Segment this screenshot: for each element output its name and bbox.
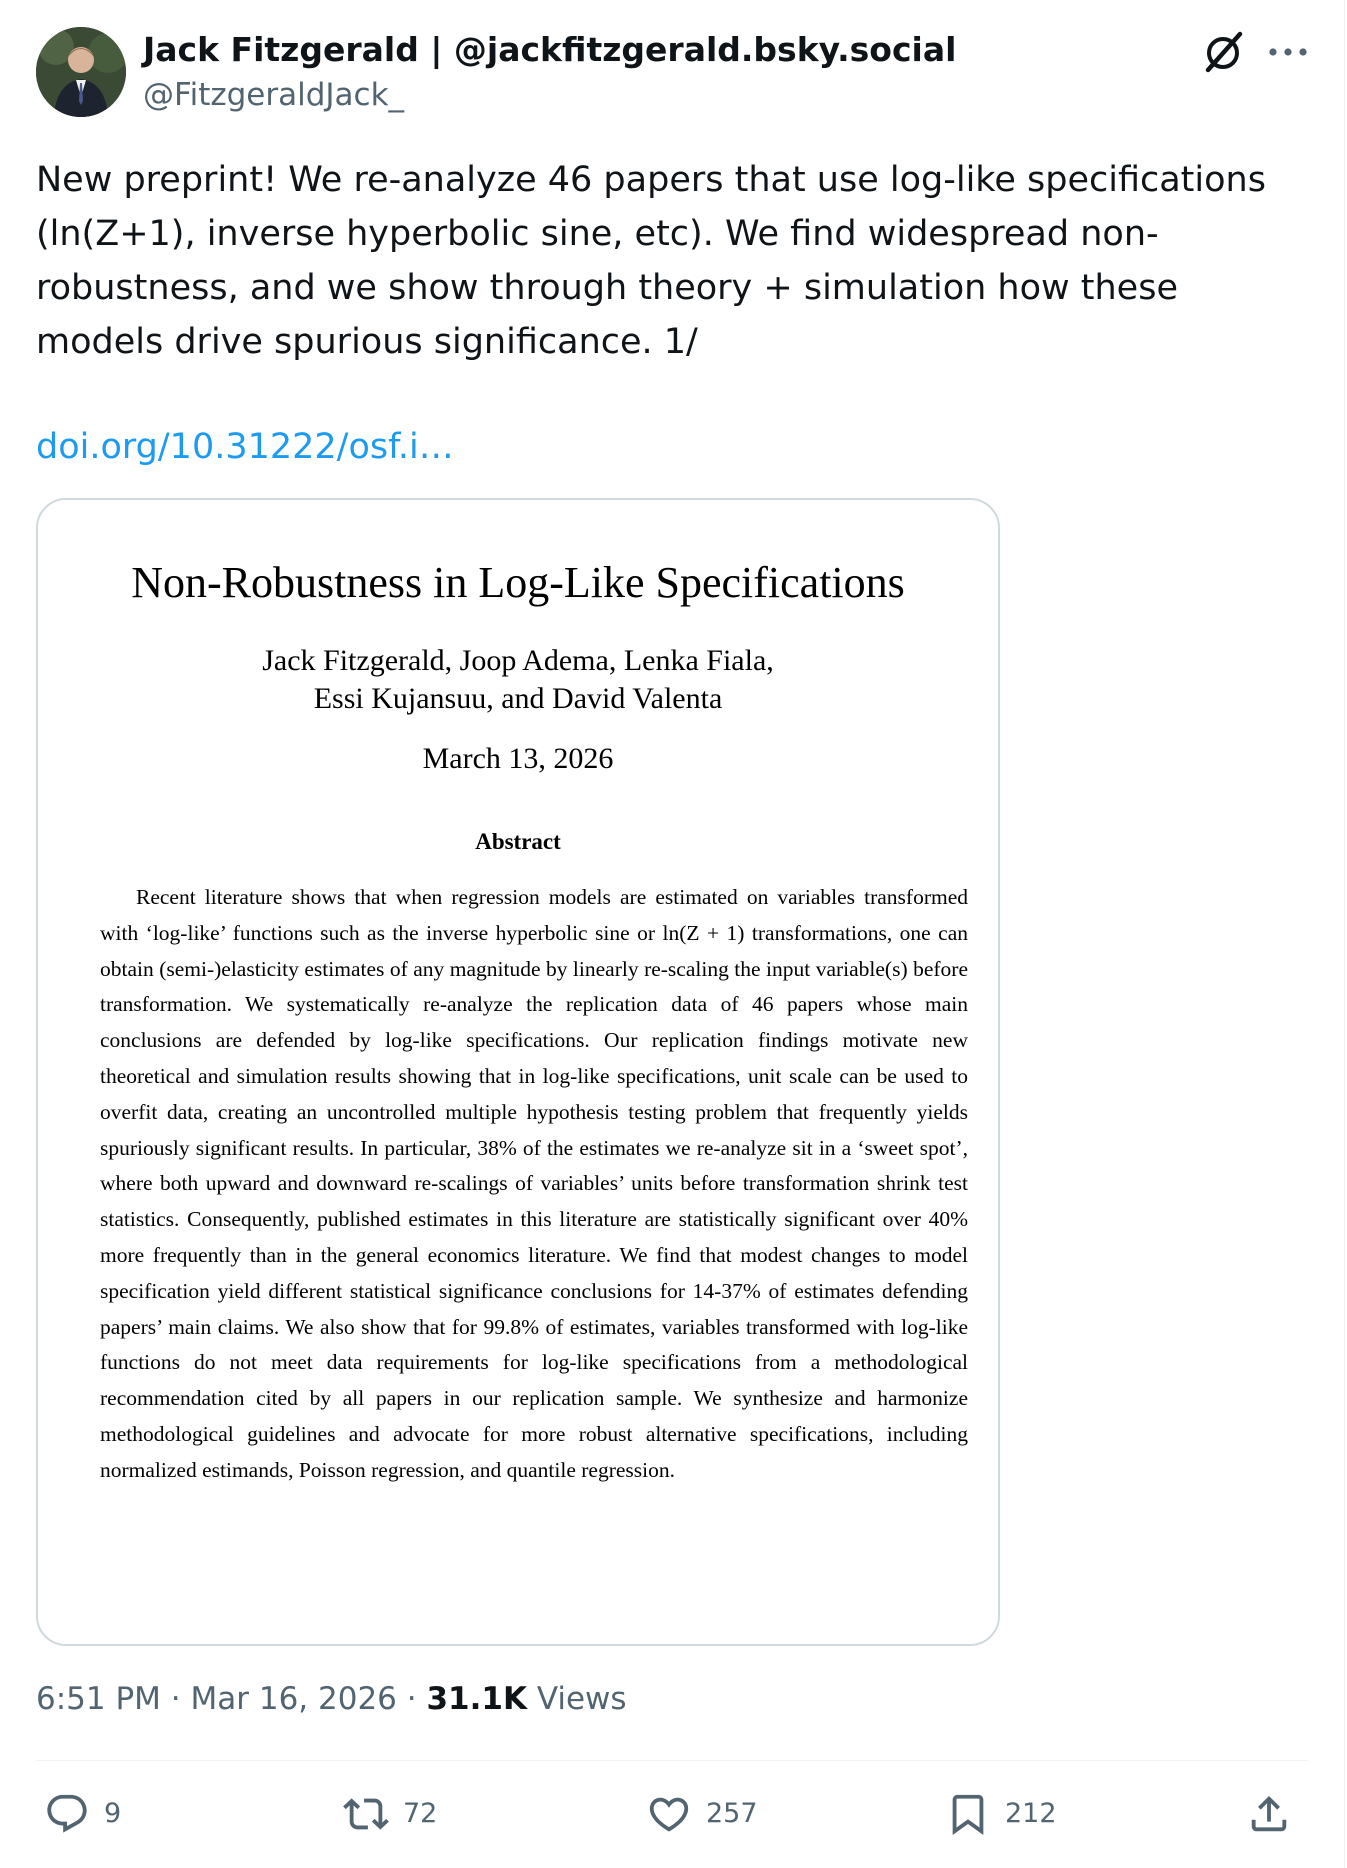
repost-button[interactable]	[343, 1790, 437, 1838]
abstract-body: Recent literature shows that when regression models are estimated on variables transformed with ‘log-like’ functions such as the inverse hyperbolic sine or ln(Z + 1) transformations, one can obtain (semi-)elasticity estimates of any magnitude by linearly re-scaling the input variable(s) before transformation. We systematically re-analyze the replication data of 46 papers whose main conclusions are defended by log-like specifications. Our replication findings motivate new theoretical and simulation results showing that in log-like specifications, unit scale can be used to overfit data, creating an uncontrolled multiple hypothesis testing problem that frequently yields spuriously significant results. In particular, 38% of the estimates we re-analyze sit in a ‘sweet spot’, where both upward and downward re-scalings of variables’ units before transformation shrink test statistics. Consequently, published estimates in this literature are statistically significant over 40% more frequently than in the general economics literature. We find that modest changes to model specification yield different statistical significance conclusions for 14-37% of estimates defending papers’ main claims. We also show that for 99.8% of estimates, variables transformed with log-like functions do not meet data requirements for log-like specifications from a methodological recommendation cited by all papers in our replication sample. We synthesize and harmonize methodological guidelines and advocate for more robust alternative specifications, including normalized estimands, Poisson regression, and quantile regression.	[100, 885, 968, 1482]
media-image[interactable]	[36, 498, 1000, 1646]
reply-button[interactable]	[44, 1790, 121, 1838]
author-handle[interactable]: @FitzgeraldJack_	[143, 77, 405, 113]
share-button[interactable]	[1246, 1790, 1292, 1838]
divider	[36, 1760, 1308, 1761]
repost-icon	[343, 1791, 389, 1837]
views-label: Views	[536, 1681, 627, 1717]
bookmark-button[interactable]	[945, 1790, 1057, 1838]
tweet-time[interactable]: 6:51 PM	[36, 1681, 161, 1717]
profile-photo-icon	[36, 27, 126, 117]
reply-count: 9	[104, 1798, 122, 1829]
author-display-name[interactable]: Jack Fitzgerald | @jackfitzgerald.bsky.social	[143, 30, 957, 69]
heart-icon	[646, 1791, 692, 1837]
grok-button[interactable]	[1200, 28, 1248, 76]
bookmark-icon	[945, 1791, 991, 1837]
tweet-meta	[36, 1678, 627, 1720]
abstract-heading: Abstract	[475, 829, 561, 854]
share-icon	[1246, 1791, 1292, 1837]
paper-authors-line1: Jack Fitzgerald, Joop Adema, Lenka Fiala,	[262, 644, 774, 677]
timeline-border	[1344, 0, 1345, 1868]
paper-authors	[38, 642, 998, 718]
paper-title: Non-Robustness in Log-Like Specifications	[131, 558, 905, 607]
meta-separator: ·	[406, 1681, 417, 1717]
repost-count: 72	[403, 1798, 438, 1829]
more-dots-icon	[1262, 28, 1314, 76]
views-count: 31.1K	[426, 1681, 527, 1717]
meta-separator: ·	[170, 1681, 181, 1717]
more-options-button[interactable]	[1262, 28, 1314, 76]
tweet-link[interactable]: doi.org/10.31222/osf.i…	[36, 427, 454, 467]
paper-authors-line2: Essi Kujansuu, and David Valenta	[313, 682, 723, 715]
tweet-text: New preprint! We re-analyze 46 papers that use log-like specifications (ln(Z+1), inverse hyperbolic sine, etc). We find widespread non-robustness, and we show through theory + simulation how these models drive spurious significance. 1/	[36, 160, 1266, 362]
reply-icon	[44, 1791, 90, 1837]
paper-date: March 13, 2026	[422, 742, 614, 775]
grok-icon	[1200, 28, 1248, 76]
like-count: 257	[706, 1798, 758, 1829]
like-button[interactable]	[646, 1790, 758, 1838]
bookmark-count: 212	[1005, 1798, 1057, 1829]
tweet-date[interactable]: Mar 16, 2026	[190, 1681, 397, 1717]
avatar[interactable]	[36, 27, 126, 117]
